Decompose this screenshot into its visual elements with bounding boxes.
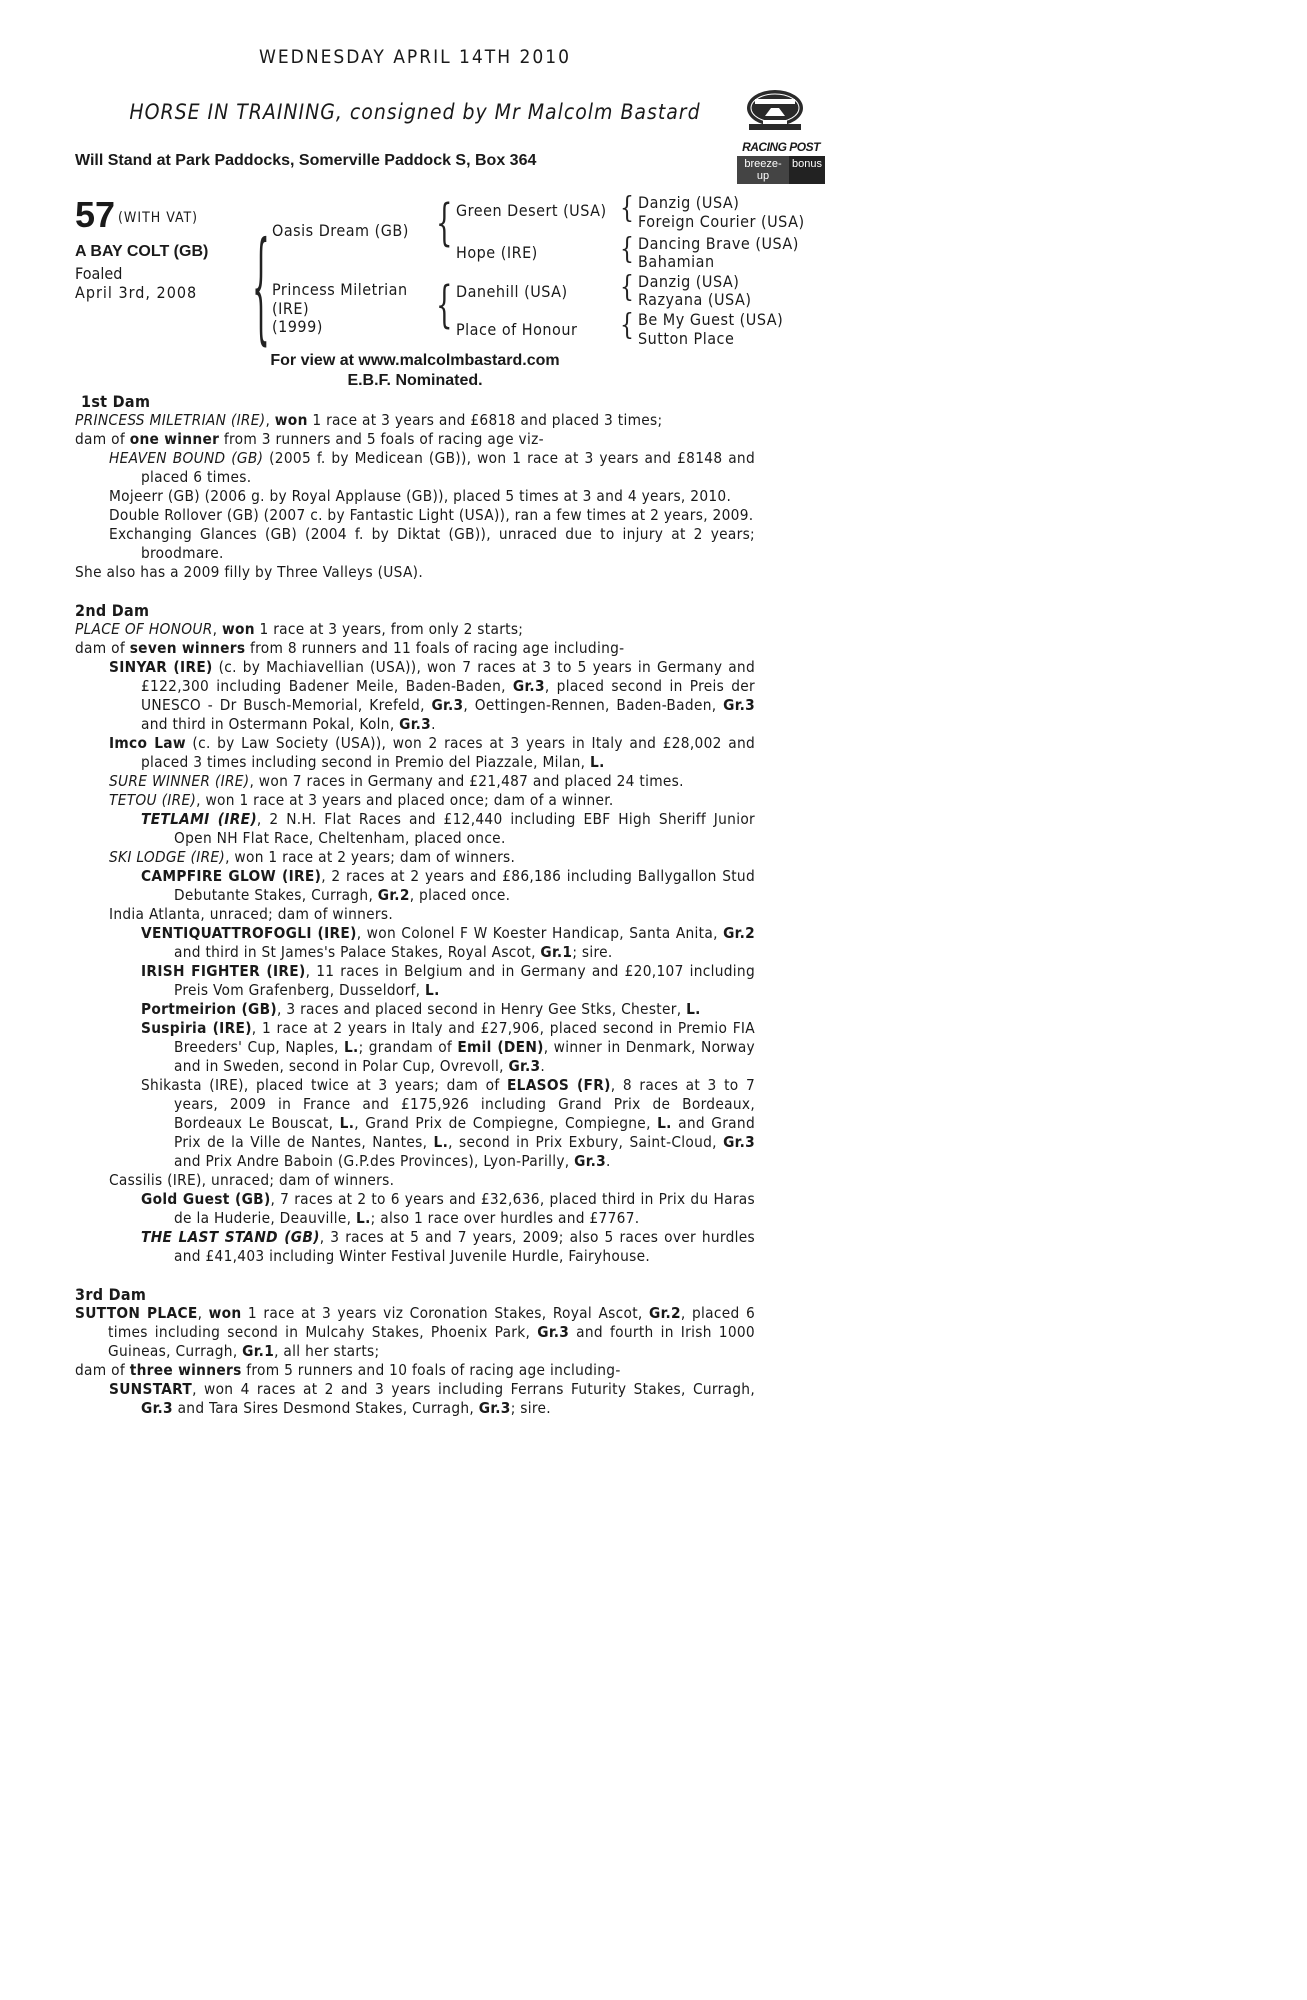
list-item: SINYAR (IRE) (c. by Machiavellian (USA)), won 7 races at 3 to 5 years in Germany and £122,300 including Badener Meile, Baden-Baden, Gr.3, placed second in Preis der UNESCO - Dr Busch-Memorial, Krefeld, Gr.3, Oettingen-Rennen, Baden-Baden, Gr.3 and third in Ostermann Pokal, Koln, Gr.3. — [109, 658, 756, 733]
pedigree-dam-dam: Place of Honour — [456, 320, 578, 339]
list-item: Shikasta (IRE), placed twice at 3 years; dam of ELASOS (FR), 8 races at 3 to 7 years, 2009 in France and £175,926 including Grand Prix de Bordeaux, Bordeaux Le Bouscat, L., Grand Prix de Compiegne, Compiegne, L. and Grand Prix de la Ville de Nantes, Nantes, L., second in Prix Exbury, Saint-Cloud, Gr.3 and Prix Andre Baboin (G.P.des Provinces), Lyon-Parilly, Gr.3. — [141, 1076, 756, 1170]
pedigree-brace: { — [620, 193, 635, 226]
ebf-nominated-note: E.B.F. Nominated. — [347, 372, 483, 389]
pedigree-dds: Be My Guest (USA) — [638, 310, 784, 329]
second-dam-heading: 2nd Dam — [75, 601, 150, 620]
second-dam-progeny-intro: dam of seven winners from 8 runners and 11 foals of racing age including- — [75, 639, 625, 657]
list-item: Mojeerr (GB) (2006 g. by Royal Applause (GB)), placed 5 times at 3 and 4 years, 2010. — [109, 487, 732, 505]
second-dam-summary: PLACE OF HONOUR, won 1 race at 3 years, from only 2 starts; — [75, 620, 524, 638]
list-item: Portmeirion (GB), 3 races and placed second in Henry Gee Stks, Chester, L. — [141, 1000, 701, 1018]
pedigree-dam: Princess Miletrian — [272, 280, 408, 299]
pedigree-brace: { — [620, 310, 635, 343]
third-dam-summary: SUTTON PLACE, won 1 race at 3 years viz Coronation Stakes, Royal Ascot, Gr.2, placed 6 times including second in Mulcahy Stakes, Phoenix Park, Gr.3 and fourth in Irish 1000 Guineas, Curragh, Gr.1, all her starts; — [75, 1304, 755, 1360]
pedigree-sire-sire: Green Desert (USA) — [456, 201, 607, 220]
list-item: TETOU (IRE), won 1 race at 3 years and placed once; dam of a winner. — [109, 791, 614, 809]
produce-record — [75, 392, 755, 1418]
list-item: SKI LODGE (IRE), won 1 race at 2 years; dam of winners. — [109, 848, 516, 866]
pedigree-dam-year: (1999) — [272, 317, 323, 336]
pedigree-brace: { — [620, 234, 635, 267]
list-item: Double Rollover (GB) (2007 c. by Fantastic Light (USA)), ran a few times at 2 years, 2009. — [109, 506, 754, 524]
pedigree-sss: Danzig (USA) — [638, 193, 740, 212]
pedigree-sire-dam: Hope (IRE) — [456, 243, 538, 262]
list-item: Exchanging Glances (GB) (2004 f. by Diktat (GB)), unraced due to injury at 2 years; broodmare. — [109, 525, 755, 562]
list-item: TETLAMI (IRE), 2 N.H. Flat Races and £12,440 including EBF High Sheriff Junior Open NH Flat Race, Cheltenham, placed once. — [141, 810, 755, 847]
pedigree-brace: { — [436, 196, 454, 253]
foaled-label: Foaled — [75, 264, 123, 283]
sale-date: WEDNESDAY APRIL 14TH 2010 — [258, 46, 572, 68]
view-website-note: For view at www.malcolmbastard.com — [270, 352, 560, 369]
first-dam-heading: 1st Dam — [81, 392, 151, 411]
stand-location: Will Stand at Park Paddocks, Somerville Paddock S, Box 364 — [75, 152, 537, 169]
list-item: HEAVEN BOUND (GB) (2005 f. by Medicean (GB)), won 1 race at 3 years and £8148 and placed 6 times. — [109, 449, 755, 486]
third-dam-heading: 3rd Dam — [75, 1285, 147, 1304]
pedigree-dsd: Razyana (USA) — [638, 290, 752, 309]
horse-name: A BAY COLT (GB) — [75, 243, 209, 260]
list-item: THE LAST STAND (GB), 3 races at 5 and 7 years, 2009; also 5 races over hurdles and £41,403 including Winter Festival Juvenile Hurdle, Fairyhouse. — [141, 1228, 755, 1265]
pedigree-dss: Danzig (USA) — [638, 272, 740, 291]
list-item: Gold Guest (GB), 7 races at 2 to 6 years and £32,636, placed third in Prix du Haras de la Huderie, Deauville, L.; also 1 race over hurdles and £7767. — [141, 1190, 755, 1227]
foaled-date: April 3rd, 2008 — [75, 283, 198, 302]
pedigree-brace: { — [436, 278, 454, 335]
list-item: IRISH FIGHTER (IRE), 11 races in Belgium and in Germany and £20,107 including Preis Vom Grafenberg, Dusseldorf, L. — [141, 962, 755, 999]
list-item: She also has a 2009 filly by Three Valleys (USA). — [75, 563, 424, 581]
pedigree-brace: { — [620, 272, 635, 305]
pedigree-dam-country: (IRE) — [272, 299, 310, 318]
pedigree-sire: Oasis Dream (GB) — [272, 221, 409, 240]
lot-number: 57 — [75, 194, 116, 235]
pedigree-dam-sire: Danehill (USA) — [456, 282, 568, 301]
pedigree-ddd: Sutton Place — [638, 329, 735, 348]
bonus-badge-icon — [745, 88, 805, 132]
list-item: SURE WINNER (IRE), won 7 races in Germany and £21,487 and placed 24 times. — [109, 772, 684, 790]
list-item: Suspiria (IRE), 1 race at 2 years in Italy and £27,906, placed second in Premio FIA Breeders' Cup, Naples, L.; grandam of Emil (DEN), winner in Denmark, Norway and in Sweden, second in Polar Cup, Ovrevoll, Gr.3. — [141, 1019, 755, 1075]
list-item: SUNSTART, won 4 races at 2 and 3 years including Ferrans Futurity Stakes, Curragh, Gr.3 and Tara Sires Desmond Stakes, Curragh, Gr.3; sire. — [109, 1380, 755, 1417]
list-item: Imco Law (c. by Law Society (USA)), won 2 races at 3 years in Italy and £28,002 and placed 3 times including second in Premio del Piazzale, Milan, L. — [109, 734, 756, 771]
pedigree-sdd: Bahamian — [638, 252, 715, 271]
list-item: VENTIQUATTROFOGLI (IRE), won Colonel F W Koester Handicap, Santa Anita, Gr.2 and third in St James's Palace Stakes, Royal Ascot, Gr.1; sire. — [141, 924, 755, 961]
pedigree-sds: Dancing Brave (USA) — [638, 234, 799, 253]
first-dam-progeny-intro: dam of one winner from 3 runners and 5 foals of racing age viz- — [75, 430, 544, 448]
racing-post-breeze-up-logo: RACING POST breeze-up bonus — [737, 140, 825, 180]
third-dam-progeny-intro: dam of three winners from 5 runners and 10 foals of racing age including- — [75, 1361, 621, 1379]
list-item: Cassilis (IRE), unraced; dam of winners. — [109, 1171, 395, 1189]
consignor-title: HORSE IN TRAINING, consigned by Mr Malcolm Bastard — [129, 100, 701, 124]
list-item: CAMPFIRE GLOW (IRE), 2 races at 2 years and £86,186 including Ballygallon Stud Debutante Stakes, Curragh, Gr.2, placed once. — [141, 867, 755, 904]
pedigree-ssd: Foreign Courier (USA) — [638, 212, 805, 231]
vat-label: (WITH VAT) — [118, 210, 199, 226]
list-item: India Atlanta, unraced; dam of winners. — [109, 905, 394, 923]
pedigree-brace: { — [252, 216, 271, 358]
first-dam-summary: PRINCESS MILETRIAN (IRE), won 1 race at 3 years and £6818 and placed 3 times; — [75, 411, 663, 429]
